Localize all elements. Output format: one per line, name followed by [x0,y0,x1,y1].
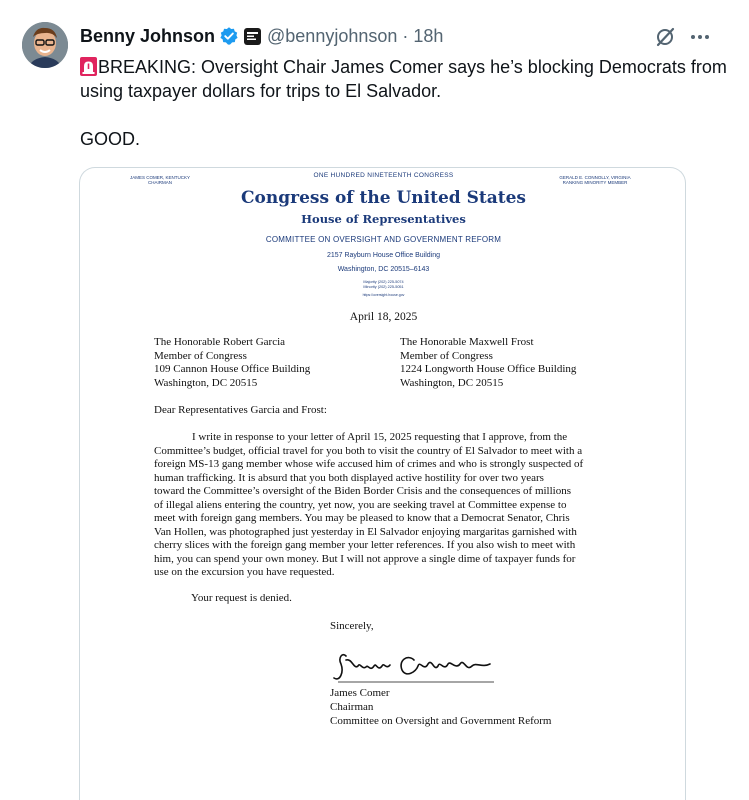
signature [332,648,497,688]
body-line: meet with foreign gang members. You may be pleased to know that a Democrat Senator, Chris [154,512,570,524]
body-line: human trafficking. It is absurd that you both displayed active hostility for over two years [154,471,544,484]
body-line: I write in response to your letter of April 15, 2025 requesting that I approve, from the [192,431,568,443]
letterhead-ranking-name: GERALD E. CONNOLLY, VIRGINIA [559,175,631,180]
congress-title: Congress of the United States [241,188,526,208]
house-title: House of Representatives [301,212,466,226]
body-line: cherry slices with the foreign gang member your letter references. If you also wish to meet with [154,539,576,551]
rotating-light-icon [80,57,97,76]
tweet-text-line2: GOOD. [80,129,141,149]
request-denied: Your request is denied. [191,592,292,604]
more-icon[interactable] [688,26,712,48]
signer-title: Chairman [330,701,374,713]
recipient-line: 1224 Longworth House Office Building [400,363,577,375]
letterhead-chairman-title: CHAIRMAN [147,180,172,185]
letter-document [80,168,686,800]
committee-name: COMMITTEE ON OVERSIGHT AND GOVERNMENT REFORM [265,235,502,244]
committee-website: https://oversight.house.gov [362,293,405,297]
recipient-line: Member of Congress [154,349,247,362]
separator-dot: · [402,25,409,46]
phone-majority: Majority (202) 225-5074 [363,280,404,284]
recipient-line: The Honorable Robert Garcia [154,336,286,348]
recipient-line: Member of Congress [400,349,493,362]
body-line: him, you can spend your own money. But I will not approve a single dime of taxpayer funds for [154,552,576,565]
closing: Sincerely, [330,620,374,632]
signature-block [330,686,551,728]
author-name[interactable]: Benny Johnson [80,25,216,46]
tweet-text [80,55,730,151]
signer-name: James Comer [330,687,390,699]
salutation: Dear Representatives Garcia and Frost: [154,404,327,416]
recipient-frost [400,336,576,390]
body-line: toward the Committee’s oversight of the Biden Border Crisis and the consequences of millions [154,485,572,497]
avatar[interactable] [22,22,68,68]
letter-body [154,431,624,580]
affiliation-badge-icon[interactable] [244,28,261,45]
body-line: foreign MS-13 gang member whose wife accused him of crimes and who is strongly suspected of [154,458,584,470]
letterhead-chairman-name: JAMES COMER, KENTUCKY [129,175,190,180]
tweet-text-line1: BREAKING: Oversight Chair James Comer says he’s blocking Democrats from using taxpayer dollars for trips to El Salvador. [80,57,727,101]
avatar-image [22,22,68,68]
body-line: use on the excursion you have requested. [154,566,335,578]
recipient-line: Washington, DC 20515 [154,376,258,389]
tweet-media-image[interactable] [79,167,686,800]
recipient-line: The Honorable Maxwell Frost [400,336,534,348]
committee-phones [80,280,686,290]
phone-minority: Minority (202) 225-5051 [363,285,404,289]
body-line: Van Hollen, was photographed just yesterday in El Salvador enjoying margaritas garnished with [154,525,577,538]
timestamp[interactable]: 18h [413,25,444,46]
letter-date: April 18, 2025 [349,311,418,323]
recipient-line: 109 Cannon House Office Building [154,363,311,375]
grok-icon[interactable] [654,26,676,48]
congress-number: ONE HUNDRED NINETEENTH CONGRESS [313,172,454,179]
recipient-line: Washington, DC 20515 [400,376,504,389]
committee-address-line2: Washington, DC 20515–6143 [337,266,430,273]
verified-badge-icon[interactable] [219,26,239,46]
committee-address-line1: 2157 Rayburn House Office Building [326,252,441,259]
letterhead-ranking-title: RANKING MINORITY MEMBER [562,180,628,185]
tweet-header [80,24,443,48]
author-handle[interactable]: @bennyjohnson [267,25,398,46]
body-line: of illegal aliens entering the country, yet now, you are seeking travel at Committee expense to [154,498,567,511]
signer-committee: Committee on Oversight and Government Reform [330,715,552,727]
body-line: Committee’s budget, official travel for you both to visit the country of El Salvador to meet with a [154,444,583,457]
recipient-garcia [154,336,310,390]
